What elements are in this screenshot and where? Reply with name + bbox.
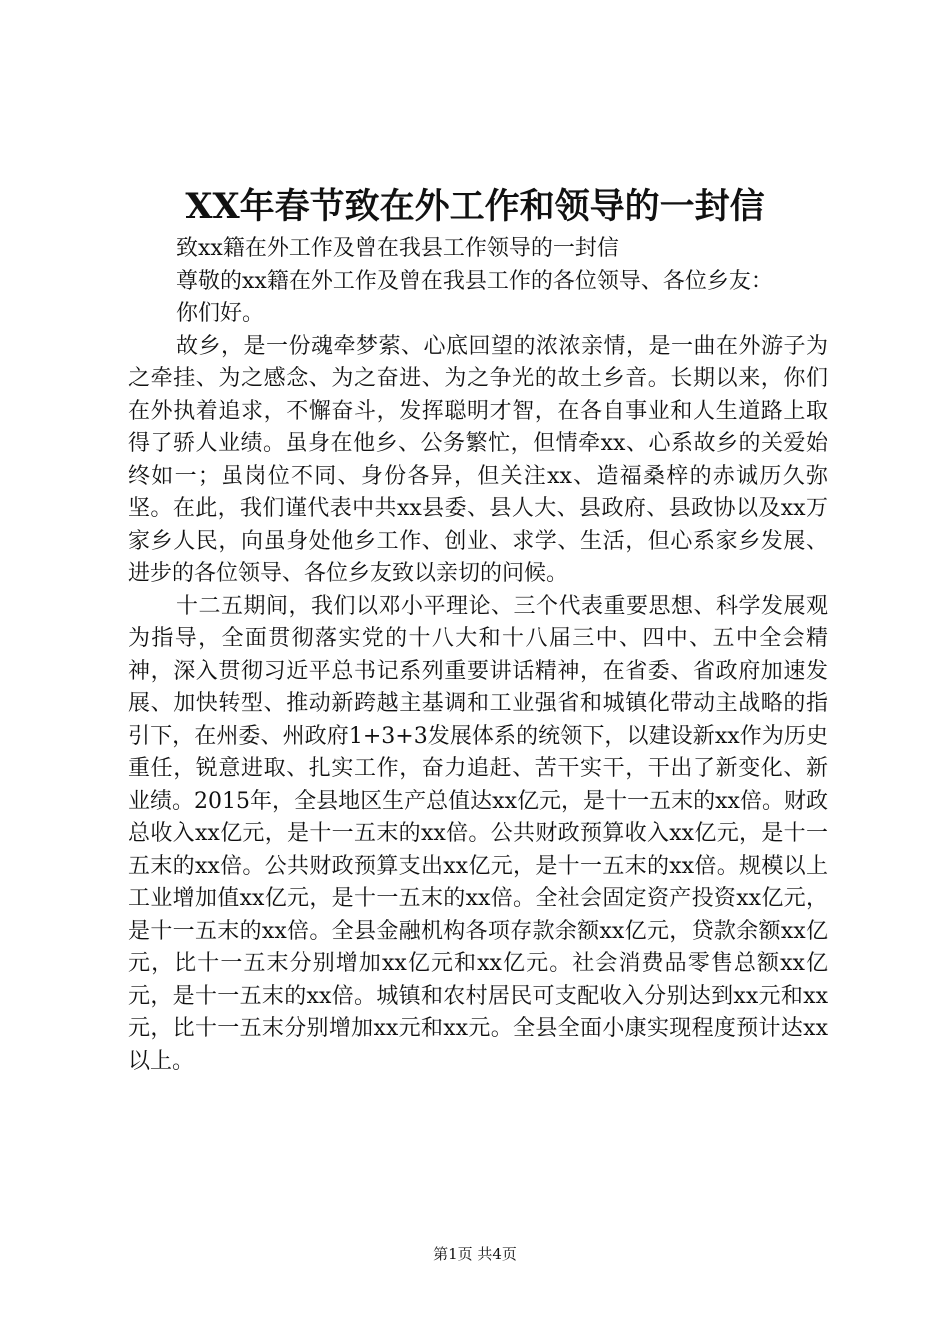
paragraph-achievements: 十二五期间，我们以邓小平理论、三个代表重要思想、科学发展观为指导，全面贯彻落实党的十八大和十八届三中、四中、五中全会精神，深入贯彻习近平总书记系列重要讲话精神，在省委、省政府加速发展、加快转型、推动新跨越主基调和工业强省和城镇化带动主战略的指引下，在州委、州政府1+3+3发展体系的统领下，以建设新xx作为历史重任，锐意进取、扎实工作，奋力追赶、苦干实干，干出了新变化、新业绩。2015年，全县地区生产总值达xx亿元，是十一五末的xx倍。财政总收入xx亿元，是十一五末的xx倍。公共财政预算收入xx亿元，是十一五末的xx倍。公共财政预算支出xx亿元，是十一五末的xx倍。规模以上工业增加值xx亿元，是十一五末的xx倍。全社会固定资产投资xx亿元，是十一五末的xx倍。全县金融机构各项存款余额xx亿元，贷款余额xx亿元，比十一五末分别增加xx亿元和xx亿元。社会消费品零售总额xx亿元，是十一五末的xx倍。城镇和农村居民可支配收入分别达到xx元和xx元，比十一五末分别增加xx元和xx元。全县全面小康实现程度预计达xx以上。 (128, 593, 828, 1074)
salutation: 尊敬的xx籍在外工作及曾在我县工作的各位领导、各位乡友： (176, 268, 773, 294)
document-title: XX年春节致在外工作和领导的一封信 (185, 186, 765, 227)
page-number: 第1页 共4页 (433, 1245, 517, 1263)
letter-subject: 致xx籍在外工作及曾在我县工作领导的一封信 (176, 236, 619, 261)
greeting: 你们好。 (176, 301, 265, 326)
document-body (128, 233, 828, 1078)
paragraph-hometown: 故乡，是一份魂牵梦萦、心底回望的浓浓亲情，是一曲在外游子为之牵挂、为之感念、为之奋进、为之争光的故土乡音。长期以来，你们在外执着追求，不懈奋斗，发挥聪明才智，在各自事业和人生道路上取得了骄人业绩。虽身在他乡、公务繁忙，但情牵xx、心系故乡的关爱始终如一；虽岗位不同、身份各异，但关注xx、造福桑梓的赤诚历久弥坚。在此，我们谨代表中共xx县委、县人大、县政府、县政协以及xx万家乡人民，向虽身处他乡工作、创业、求学、生活，但心系家乡发展、进步的各位领导、各位乡友致以亲切的问候。 (128, 333, 828, 586)
